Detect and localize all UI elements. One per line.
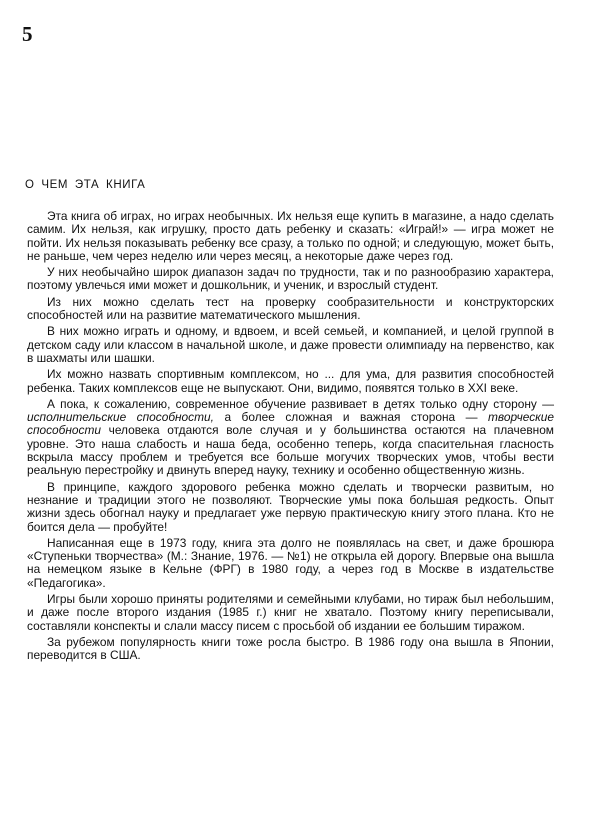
page-number: 5 <box>22 22 33 46</box>
paragraph-10: За рубежом популярность книги тоже росла быстро. В 1986 году она вышла в Японии, переводится в США. <box>27 634 554 663</box>
paragraph-7: В принципе, каждого здорового ребенка можно сделать и творчески развитым, но незнание и традиции этого не позволяют. Творческие умы пока большая редкость. Опыт жизни здесь обогнал науку и предлагает уже первую практическую книгу этого плана. Кто не боится дела — пробуйте! <box>27 479 554 534</box>
paragraph-6-part-3: человека отдаются воле случая и у большинства остаются на плачевном уровне. Это наша слабость и наша беда, особенно теперь, когда спасительная гласность вскрыла массу проблем и требуется все больше могучих творческих умов, чтобы вести реальную перестройку и двинуть вперед науку, технику и особенно общественную жизнь. <box>27 423 554 478</box>
paragraph-6 <box>27 398 554 478</box>
paragraph-5: Их можно назвать спортивным комплексом, но ... для ума, для развития способностей ребенка. Таких комплексов еще не выпускают. Они, видимо, появятся только в XXI веке. <box>27 367 554 395</box>
body-text <box>27 210 554 663</box>
emphasis-executive-abilities: исполнительские способности, <box>27 410 214 425</box>
paragraph-4: В них можно играть и одному, и вдвоем, и всей семьей, и компанией, и целой группой в детском саду или классом в начальной школе, и даже провести олимпиаду на первенство, как в шахматы или шашки. <box>27 324 554 365</box>
paragraph-3: Из них можно сделать тест на проверку сообразительности и конструкторских способностей или на развитие математического мышления. <box>27 294 554 323</box>
paragraph-6-part-2: а более сложная и важная сторона — <box>213 410 489 425</box>
section-heading: О ЧЕМ ЭТА КНИГА <box>25 179 146 191</box>
paragraph-1: Эта книга об играх, но играх необычных. Их нельзя еще купить в магазине, а надо сделать самим. Их нельзя, как игрушку, просто дать ребенку и сказать: «Играй!» — игра может не пойти. Их нельзя показывать ребенку все сразу, а только по одной; и следующую, может быть, не раньше, чем через неделю или через месяц, а некоторые даже через год. <box>27 209 554 263</box>
paragraph-2: У них необычайно широк диапазон задач по трудности, так и по разнообразию характера, поэтому увлечься ими может и дошкольник, и ученик, и взрослый студент. <box>27 265 554 293</box>
paragraph-6-part-1: А пока, к сожалению, современное обучение развивает в детях только одну сторону — <box>47 396 554 411</box>
paragraph-9: Игры были хорошо приняты родителями и семейными клубами, но тираж был небольшим, и даже после второго издания (1985 г.) книг не хватало. Поэтому книгу переписывали, составляли конспекты и слали массу писем с просьбой об издании ее большим тиражом. <box>27 592 554 633</box>
paragraph-8: Написанная еще в 1973 году, книга эта долго не появлялась на свет, и даже брошюра «Ступеньки творчества» (М.: Знание, 1976. — №1) не открыла ей дорогу. Впервые она вышла на немецком языке в Кельне (ФРГ) в 1980 году, а через год в Москве в издательстве «Педагогика». <box>27 535 554 590</box>
emphasis-creative-abilities: творческие способности <box>27 410 554 438</box>
